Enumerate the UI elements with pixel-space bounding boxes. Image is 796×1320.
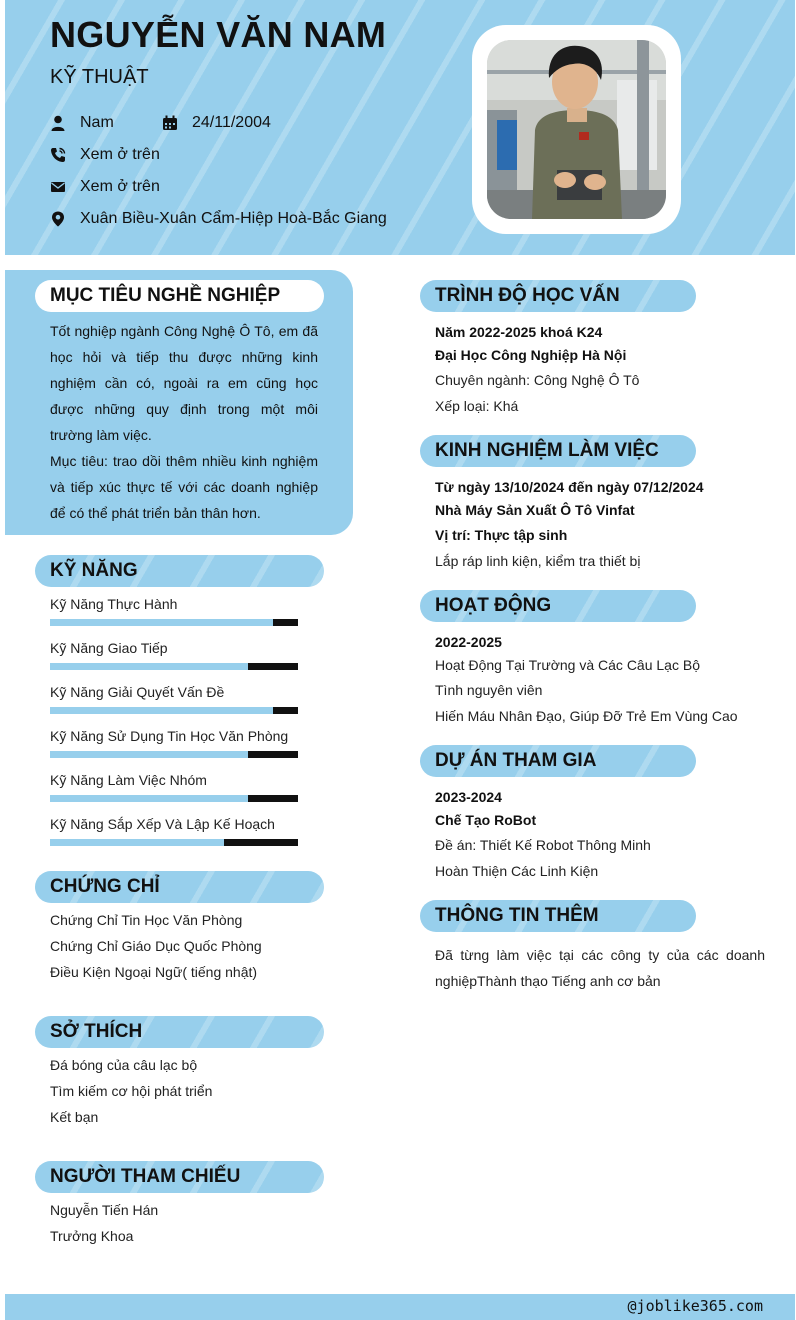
activity-item: Hoạt Động Tại Trường và Các Câu Lạc Bộ xyxy=(435,657,700,673)
skill-label: Kỹ Năng Sắp Xếp Và Lập Kế Hoạch xyxy=(50,816,275,832)
reference-item: Nguyễn Tiến Hán xyxy=(50,1202,159,1218)
certificates-heading-text: CHỨNG CHỈ xyxy=(50,876,160,897)
phone-row xyxy=(50,146,160,164)
career-objective-section xyxy=(5,270,353,535)
address-row xyxy=(50,210,387,228)
section-heading-education xyxy=(420,280,696,312)
section-heading-skills xyxy=(35,555,324,587)
references-heading-text: NGƯỜI THAM CHIẾU xyxy=(50,1166,241,1187)
phone-icon xyxy=(50,147,66,163)
project-item: Hoàn Thiện Các Linh Kiện xyxy=(435,863,599,879)
hobby-item: Đá bóng của câu lạc bộ xyxy=(50,1057,198,1073)
objective-paragraph-2: Mục tiêu: trao dồi thêm nhiều kinh nghiệm và tiếp xúc thực tế với các doanh nghiệp để có thể phát triển bản thân hơn. xyxy=(50,453,318,521)
education-school: Đại Học Công Nghiệp Hà Nội xyxy=(435,347,627,363)
profile-photo xyxy=(487,40,666,219)
projects-heading-text: DỰ ÁN THAM GIA xyxy=(435,750,597,771)
email-text: Xem ở trên xyxy=(80,178,160,195)
gender-text: Nam xyxy=(80,114,114,131)
email-row xyxy=(50,178,160,196)
activity-item: Tình nguyên viên xyxy=(435,682,543,698)
skill-label: Kỹ Năng Giao Tiếp xyxy=(50,640,168,656)
skill-label: Kỹ Năng Thực Hành xyxy=(50,596,178,612)
phone-text: Xem ở trên xyxy=(80,146,160,163)
skill-level-bar xyxy=(50,839,298,846)
education-period: Năm 2022-2025 khoá K24 xyxy=(435,324,603,340)
user-icon xyxy=(50,115,66,131)
candidate-title: KỸ THUẬT xyxy=(50,66,149,88)
skill-label: Kỹ Năng Làm Việc Nhóm xyxy=(50,772,207,788)
skill-level-bar xyxy=(50,707,298,714)
skill-level-fill xyxy=(50,663,248,670)
section-heading-projects xyxy=(420,745,696,777)
section-heading-objective xyxy=(35,280,324,312)
experience-description: Lắp ráp linh kiện, kiểm tra thiết bị xyxy=(435,553,641,569)
experience-period: Từ ngày 13/10/2024 đến ngày 07/12/2024 xyxy=(435,479,704,495)
extra-info-text: Đã từng làm việc tại các công ty của các doanh nghiệpThành thạo Tiếng anh cơ bản xyxy=(435,947,765,989)
profile-photo-frame xyxy=(472,25,681,234)
education-major: Chuyên ngành: Công Nghệ Ô Tô xyxy=(435,372,640,388)
skill-level-fill xyxy=(50,707,273,714)
footer-watermark: @joblike365.com xyxy=(627,1297,763,1315)
activities-heading-text: HOẠT ĐỘNG xyxy=(435,595,552,616)
header-banner xyxy=(5,0,795,255)
hobbies-heading-text: SỞ THÍCH xyxy=(50,1021,143,1042)
section-heading-certificates xyxy=(35,871,324,903)
footer-bar xyxy=(5,1294,795,1320)
objective-paragraph-1: Tốt nghiệp ngành Công Nghệ Ô Tô, em đã học hỏi và tiếp thu được những kinh nghiệm cần có, ngoài ra em cũng học được những quy định trong một môi trường làm việc. xyxy=(50,323,318,443)
gender-row xyxy=(50,114,114,132)
skill-level-fill xyxy=(50,839,224,846)
skill-label: Kỹ Năng Giải Quyết Vấn Đề xyxy=(50,684,225,700)
project-item: Đề án: Thiết Kế Robot Thông Minh xyxy=(435,837,651,853)
section-heading-extra-info xyxy=(420,900,696,932)
experience-heading-text: KINH NGHIỆM LÀM VIỆC xyxy=(435,440,659,461)
skill-level-bar xyxy=(50,751,298,758)
skill-level-bar xyxy=(50,619,298,626)
section-heading-references xyxy=(35,1161,324,1193)
skill-level-fill xyxy=(50,751,248,758)
location-pin-icon xyxy=(50,211,66,227)
experience-position: Vị trí: Thực tập sinh xyxy=(435,527,568,543)
experience-company: Nhà Máy Sản Xuất Ô Tô Vinfat xyxy=(435,502,635,518)
section-heading-experience xyxy=(420,435,696,467)
certificate-item: Chứng Chỉ Giáo Dục Quốc Phòng xyxy=(50,938,262,954)
objective-heading-text: MỤC TIÊU NGHỀ NGHIỆP xyxy=(50,285,281,306)
projects-period: 2023-2024 xyxy=(435,789,502,805)
section-heading-activities xyxy=(420,590,696,622)
birthdate-text: 24/11/2004 xyxy=(192,114,271,131)
address-text: Xuân Biều-Xuân Cẩm-Hiệp Hoà-Bắc Giang xyxy=(80,210,387,227)
education-heading-text: TRÌNH ĐỘ HỌC VẤN xyxy=(435,285,620,306)
certificate-item: Điều Kiện Ngoại Ngữ( tiếng nhật) xyxy=(50,964,258,980)
education-grade: Xếp loại: Khá xyxy=(435,398,519,414)
reference-item: Trưởng Khoa xyxy=(50,1228,134,1244)
skill-level-bar xyxy=(50,663,298,670)
skill-level-bar xyxy=(50,795,298,802)
certificate-item: Chứng Chỉ Tin Học Văn Phòng xyxy=(50,912,243,928)
activities-period: 2022-2025 xyxy=(435,634,502,650)
hobby-item: Tìm kiếm cơ hội phát triển xyxy=(50,1083,213,1099)
skill-level-fill xyxy=(50,619,273,626)
activity-item: Hiến Máu Nhân Đạo, Giúp Đỡ Trẻ Em Vùng Cao xyxy=(435,708,738,724)
calendar-icon xyxy=(162,115,178,131)
skill-label: Kỹ Năng Sử Dụng Tin Học Văn Phòng xyxy=(50,728,289,744)
skill-level-fill xyxy=(50,795,248,802)
candidate-name: NGUYỄN VĂN NAM xyxy=(50,14,387,55)
extra-heading-text: THÔNG TIN THÊM xyxy=(435,905,599,926)
skills-heading-text: KỸ NĂNG xyxy=(50,560,138,581)
birthdate-row xyxy=(162,114,271,132)
project-name: Chế Tạo RoBot xyxy=(435,812,537,828)
hobby-item: Kết bạn xyxy=(50,1109,99,1125)
envelope-icon xyxy=(50,179,66,195)
objective-text xyxy=(50,318,318,526)
section-heading-hobbies xyxy=(35,1016,324,1048)
